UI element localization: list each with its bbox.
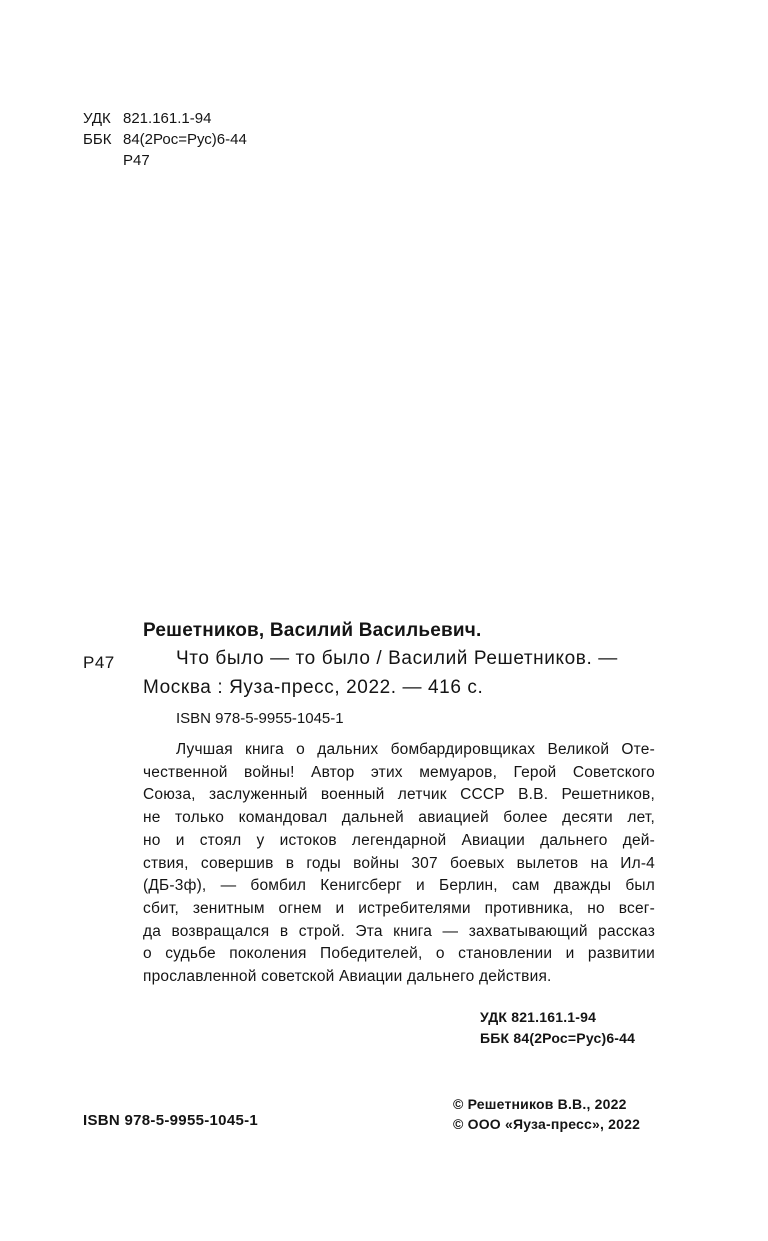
author-mark: Р47 bbox=[123, 152, 150, 169]
copyright-block bbox=[453, 1094, 640, 1134]
annotation-paragraph bbox=[143, 739, 655, 989]
annotation-line: Лучшая книга о дальних бомбардировщиках Великой Оте- bbox=[176, 741, 655, 758]
annotation-line: (ДБ-3ф), — бомбил Кенигсберг и Берлин, сам дважды был bbox=[143, 877, 655, 895]
udk-key: УДК bbox=[83, 110, 111, 127]
annotation-line: чественной войны! Автор этих мемуаров, Герой Советского bbox=[143, 763, 655, 781]
udk-bottom: УДК 821.161.1-94 bbox=[480, 1009, 597, 1025]
classification-bottom bbox=[480, 1007, 635, 1049]
copyright-publisher: © ООО «Яуза-пресс», 2022 bbox=[453, 1116, 641, 1132]
annotation-line: не только командовал дальней авиацией более десяти лет, bbox=[143, 809, 655, 827]
udk-row bbox=[83, 108, 247, 129]
annotation-line: Союза, заслуженный военный летчик СССР В.В. Решетников, bbox=[143, 786, 655, 804]
bbk-row bbox=[83, 129, 247, 150]
title-line-1: Что было — то было / Василий Решетников. — bbox=[176, 648, 618, 669]
bbk-key: ББК bbox=[83, 131, 112, 148]
classification-block bbox=[83, 108, 247, 171]
author-mark-row bbox=[83, 150, 247, 171]
side-author-mark: Р47 bbox=[83, 653, 115, 672]
udk-value: 821.161.1-94 bbox=[123, 110, 212, 127]
bbk-value: 84(2Рос=Рус)6-44 bbox=[123, 131, 247, 148]
author-heading: Решетников, Василий Васильевич. bbox=[143, 620, 482, 641]
annotation-line: о судьбе поколения Победителей, о становлении и развитии bbox=[143, 945, 655, 963]
annotation-line: прославленной советской Авиации дальнего действия. bbox=[143, 968, 552, 986]
annotation-line: сбит, зенитным огнем и истребителями противника, но всег- bbox=[143, 899, 655, 917]
title-line-2: Москва : Яуза-пресс, 2022. — 416 с. bbox=[143, 677, 484, 698]
annotation-line: ствия, совершив в годы войны 307 боевых вылетов на Ил-4 bbox=[143, 854, 655, 872]
annotation-line: да возвращался в строй. Эта книга — захватывающий рассказ bbox=[143, 922, 655, 940]
copyright-author: © Решетников В.В., 2022 bbox=[453, 1096, 627, 1112]
record-isbn: ISBN 978-5-9955-1045-1 bbox=[176, 710, 344, 727]
annotation-line: но и стоял у истоков легендарной Авиации дальнего дей- bbox=[143, 831, 655, 849]
bbk-bottom: ББК 84(2Рос=Рус)6-44 bbox=[480, 1030, 636, 1046]
footer-isbn: ISBN 978-5-9955-1045-1 bbox=[83, 1112, 259, 1129]
